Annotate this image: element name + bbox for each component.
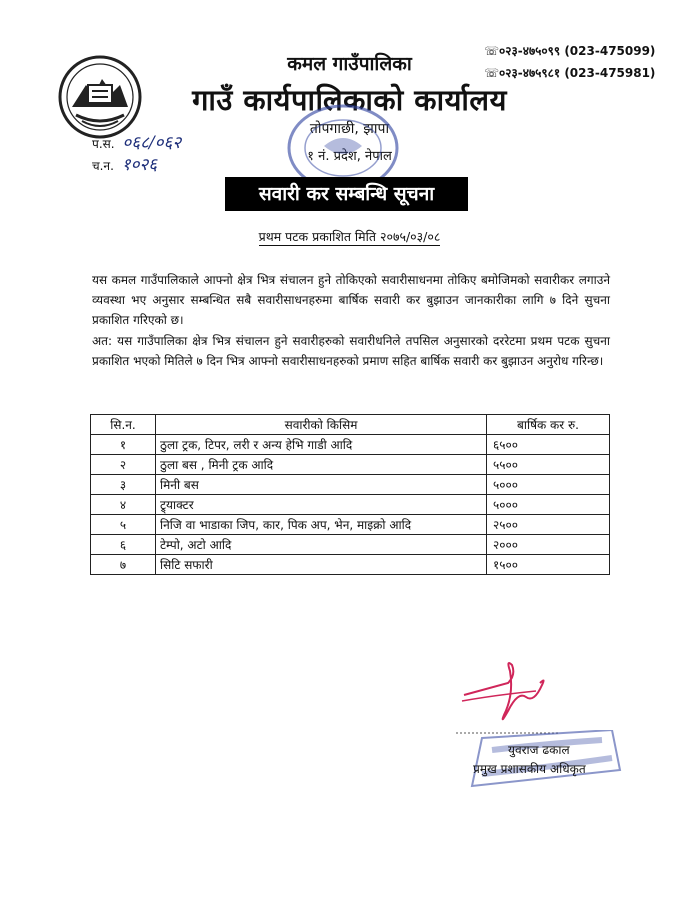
patra-value: ०६८/०६२ (122, 133, 182, 153)
row-vehicle-type: ट्र्याक्टर (156, 495, 487, 515)
address-line-1: तोपगाछी, झापा (309, 121, 390, 137)
table-header-row (91, 415, 610, 435)
row-sn: ६ (91, 535, 156, 555)
row-sn: ३ (91, 475, 156, 495)
notice-paragraph-2: अत: यस गाउँपालिका क्षेत्र भित्र संचालन हुने सवारीहरुको सवारीधनिले तपसिल अनुसारको दररेटमा प्रथम पटक सुचना प्रकाशित भएको मितिले ७ दिन भित्र आफ्नो सवारीसाधनहरुको प्रमाण सहित बार्षिक सवारी कर बुझाउन अनुरोध गरिन्छ। (92, 334, 610, 368)
row-sn: ५ (91, 515, 156, 535)
chalani-number (92, 152, 157, 175)
table-row (91, 435, 610, 455)
header-vehicle-type: सवारीको किसिम (156, 415, 487, 435)
chalani-label: च.न. (92, 159, 114, 173)
patra-label: प.स. (92, 137, 115, 151)
row-annual-tax: २००० (487, 535, 610, 555)
row-vehicle-type: टेम्पो, अटो आदि (156, 535, 487, 555)
header-sn: सि.न. (91, 415, 156, 435)
table-row (91, 455, 610, 475)
office-name: गाउँ कार्यपालिकाको कार्यालय (192, 83, 507, 117)
table-row (91, 515, 610, 535)
row-vehicle-type: ठुला ट्रक, टिपर, लरी र अन्य हेभि गाडी आदि (156, 435, 487, 455)
row-sn: १ (91, 435, 156, 455)
chalani-value: १०२६ (121, 155, 158, 175)
municipality-name: कमल गाउँपालिका (287, 53, 412, 75)
header-annual-tax: बार्षिक कर रु. (487, 415, 610, 435)
table-row (91, 495, 610, 515)
table-row (91, 475, 610, 495)
row-annual-tax: ५५०० (487, 455, 610, 475)
notice-paragraph-1: यस कमल गाउँपालिकाले आफ्नो क्षेत्र भित्र संचालन हुने तोकिएको सवारीसाधनमा तोकिए बमोजिमको सवारीकर लगाउने व्यवस्था भए अनुसार सम्बन्धित सबै सवारीसाधनहरुमा बार्षिक सवारी कर बुझाउन जानकारीका लागि ७ दिने सुचना प्रकाशित गरिएको छ। (92, 273, 610, 327)
table-row (91, 535, 610, 555)
row-annual-tax: ५००० (487, 495, 610, 515)
published-date-text: प्रथम पटक प्रकाशित मिति २०७५/०३/०८ (258, 229, 441, 244)
notice-title-banner: सवारी कर सम्बन्धि सूचना (225, 177, 468, 211)
row-sn: ७ (91, 555, 156, 575)
officer-title: प्रमुख प्रशासकीय अधिकृत (473, 762, 586, 776)
table-row (91, 555, 610, 575)
row-sn: २ (91, 455, 156, 475)
patra-sankhya (92, 130, 181, 153)
row-annual-tax: १५०० (487, 555, 610, 575)
row-annual-tax: ६५०० (487, 435, 610, 455)
row-vehicle-type: निजि वा भाडाका जिप, कार, पिक अप, भेन, माइक्रो आदि (156, 515, 487, 535)
published-date (0, 228, 699, 245)
row-vehicle-type: ठुला बस , मिनी ट्रक आदि (156, 455, 487, 475)
vehicle-tax-rate-table (90, 414, 610, 575)
handwritten-signature (456, 655, 566, 735)
row-annual-tax: २५०० (487, 515, 610, 535)
row-annual-tax: ५००० (487, 475, 610, 495)
row-sn: ४ (91, 495, 156, 515)
phone-number-2: ☏०२३-४७५९८१ (023-475981) (484, 66, 656, 80)
address-line-2: १ नं. प्रदेश, नेपाल (307, 149, 392, 164)
row-vehicle-type: मिनी बस (156, 475, 487, 495)
officer-name: युवराज ढकाल (508, 743, 570, 757)
phone-number-1: ☏०२३-४७५०९९ (023-475099) (484, 44, 656, 58)
row-vehicle-type: सिटि सफारी (156, 555, 487, 575)
